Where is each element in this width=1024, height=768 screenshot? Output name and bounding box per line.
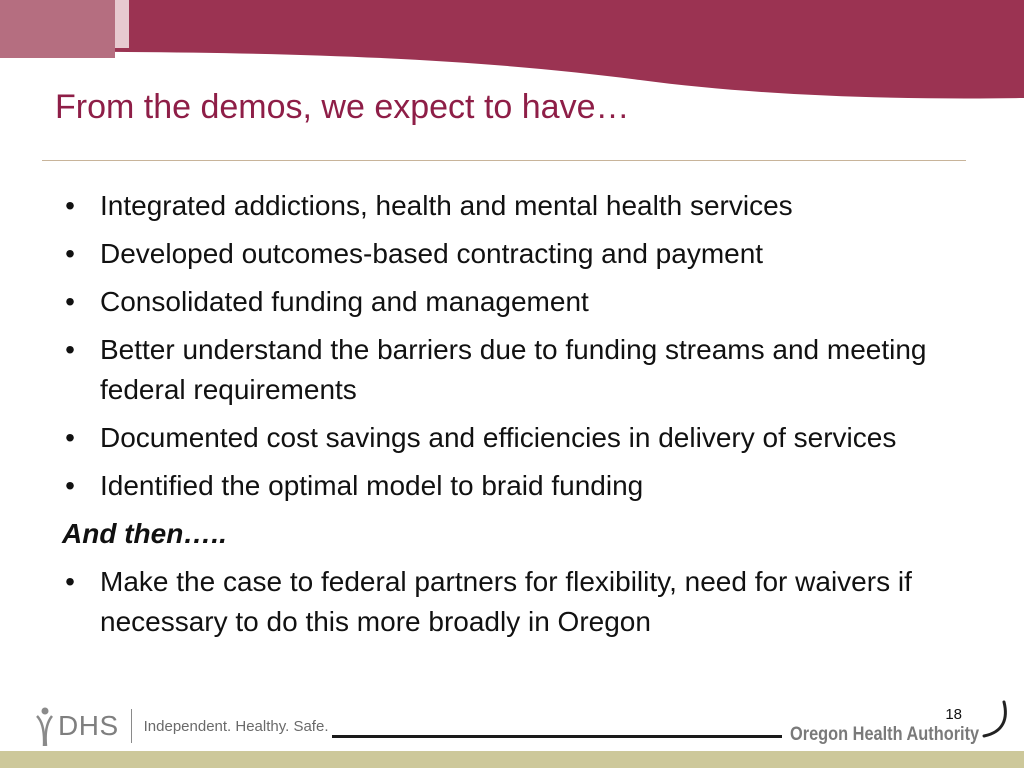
bullet-item: • Better understand the barriers due to funding streams and meeting federal requirements <box>60 330 960 410</box>
footer-rule <box>332 735 782 738</box>
subheading: And then….. <box>62 518 227 549</box>
bullet-item: • Identified the optimal model to braid funding <box>60 466 960 506</box>
dhs-logo <box>32 704 328 748</box>
tagline: Independent. Healthy. Safe. <box>143 717 329 735</box>
oha-logo-text: Oregon Health Authority <box>790 724 980 745</box>
logo-divider <box>131 709 132 743</box>
dhs-logo-text: DHS <box>58 710 119 741</box>
bullet-item: • Consolidated funding and management <box>60 282 960 322</box>
slide-title: From the demos, we expect to have… <box>55 88 630 126</box>
page-number: 18 <box>945 706 962 723</box>
bullet-item: • Documented cost savings and efficiencies in delivery of services <box>60 418 960 458</box>
footer-band <box>0 751 1024 768</box>
dhs-figure-icon <box>32 706 56 746</box>
oha-swoosh-icon <box>978 700 1012 740</box>
bullet-list <box>60 186 960 506</box>
bullet-list-after <box>60 562 960 642</box>
bullet-item: • Integrated addictions, health and mental health services <box>60 186 960 226</box>
title-divider <box>42 160 966 161</box>
bullet-item: • Make the case to federal partners for flexibility, need for waivers if necessary to do this more broadly in Oregon <box>60 562 960 642</box>
slide-content <box>60 186 960 642</box>
bullet-item: • Developed outcomes-based contracting and payment <box>60 234 960 274</box>
